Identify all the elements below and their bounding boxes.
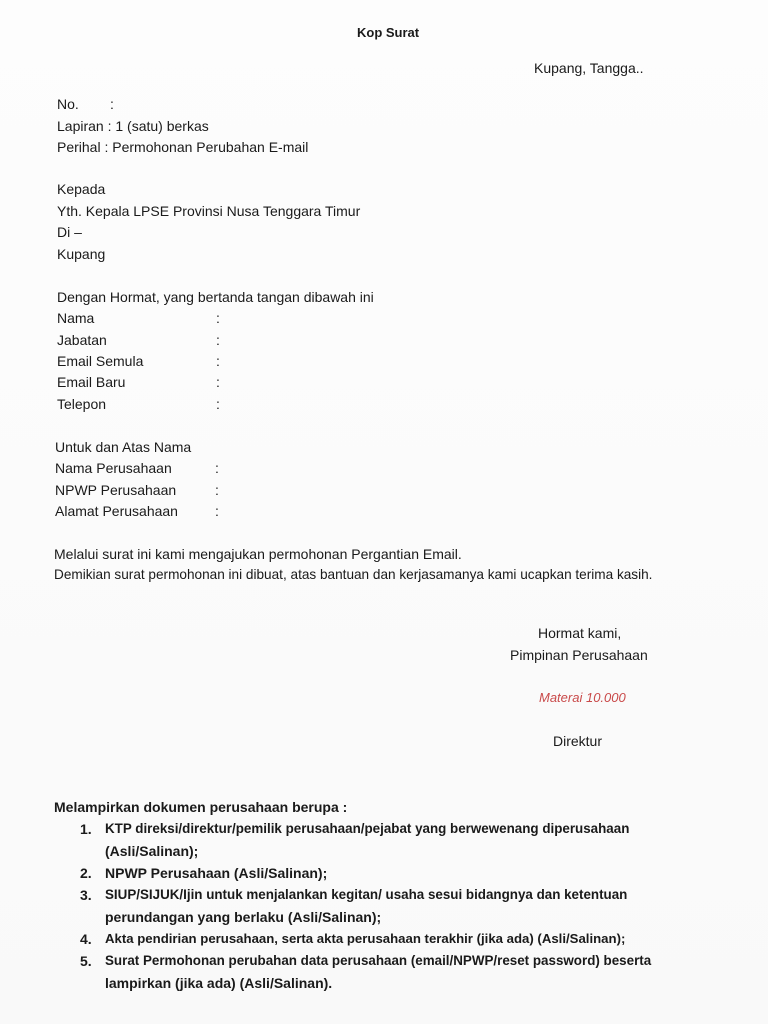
attachment-item-number: 5. [80,953,92,969]
signature-organization: Pimpinan Perusahaan [510,647,648,663]
letterhead-title: Kop Surat [357,25,420,40]
attachment-item-text: Akta pendirian perusahaan, serta akta perusahaan terakhir (jika ada) (Asli/Salinan); [105,931,626,946]
identity-field-label: Telepon [57,396,107,412]
company-field-label: Alamat Perusahaan [55,503,178,519]
identity-intro: Dengan Hormat, yang bertanda tangan dibawah ini [57,289,374,305]
number-label: No. [57,96,79,112]
attachment-item-number: 4. [80,931,92,947]
identity-field-colon: : [216,374,220,390]
recipient-to: Kepada [57,181,106,197]
place-date: Kupang, Tangga.. [534,60,644,76]
identity-field-colon: : [216,310,220,326]
signature-position: Direktur [553,733,603,749]
identity-field-label: Jabatan [57,332,107,348]
attachment-item-text-cont: perundangan yang berlaku (Asli/Salinan); [105,909,382,925]
signature-closing: Hormat kami, [538,625,622,641]
company-field-label: NPWP Perusahaan [55,482,177,498]
company-field-colon: : [215,460,219,476]
number-colon: : [110,96,114,112]
stamp-duty-placeholder: Materai 10.000 [539,690,626,705]
recipient-name: Yth. Kepala LPSE Provinsi Nusa Tenggara Timur [57,203,361,219]
subject-line: Perihal : Permohonan Perubahan E-mail [57,139,309,155]
attachment-item-text: SIUP/SIJUK/Ijin untuk menjalankan kegitan/ usaha sesui bidangnya dan ketentuan [105,887,628,902]
identity-field-colon: : [216,332,220,348]
body-line-closing: Demikian surat permohonan ini dibuat, atas bantuan dan kerjasamanya kami ucapkan terima kasih. [54,567,653,582]
identity-field-label: Email Baru [57,374,126,390]
identity-field-label: Email Semula [57,353,144,369]
body-line-request: Melalui surat ini kami mengajukan permohonan Pergantian Email. [54,546,462,562]
attachment-item-text: KTP direksi/direktur/pemilik perusahaan/pejabat yang berwewenang diperusahaan [105,821,630,836]
attachment-item-number: 1. [80,821,92,837]
attachment-item-text: NPWP Perusahaan (Asli/Salinan); [105,865,328,881]
attachment-item-number: 3. [80,887,92,903]
attachment-line: Lapiran : 1 (satu) berkas [57,118,209,134]
identity-field-colon: : [216,396,220,412]
identity-field-label: Nama [57,310,95,326]
company-field-label: Nama Perusahaan [55,460,172,476]
company-field-colon: : [215,503,219,519]
recipient-at: Di – [57,224,82,240]
attachments-heading: Melampirkan dokumen perusahaan berupa : [54,799,348,815]
identity-field-colon: : [216,353,220,369]
attachment-item-text-cont: (Asli/Salinan); [105,843,199,859]
attachment-item-text: Surat Permohonan perubahan data perusahaan (email/NPWP/reset password) beserta [105,953,652,968]
attachment-item-number: 2. [80,865,92,881]
company-field-colon: : [215,482,219,498]
company-intro: Untuk dan Atas Nama [55,439,192,455]
attachment-item-text-cont: lampirkan (jika ada) (Asli/Salinan). [105,975,333,991]
recipient-city: Kupang [57,246,106,262]
